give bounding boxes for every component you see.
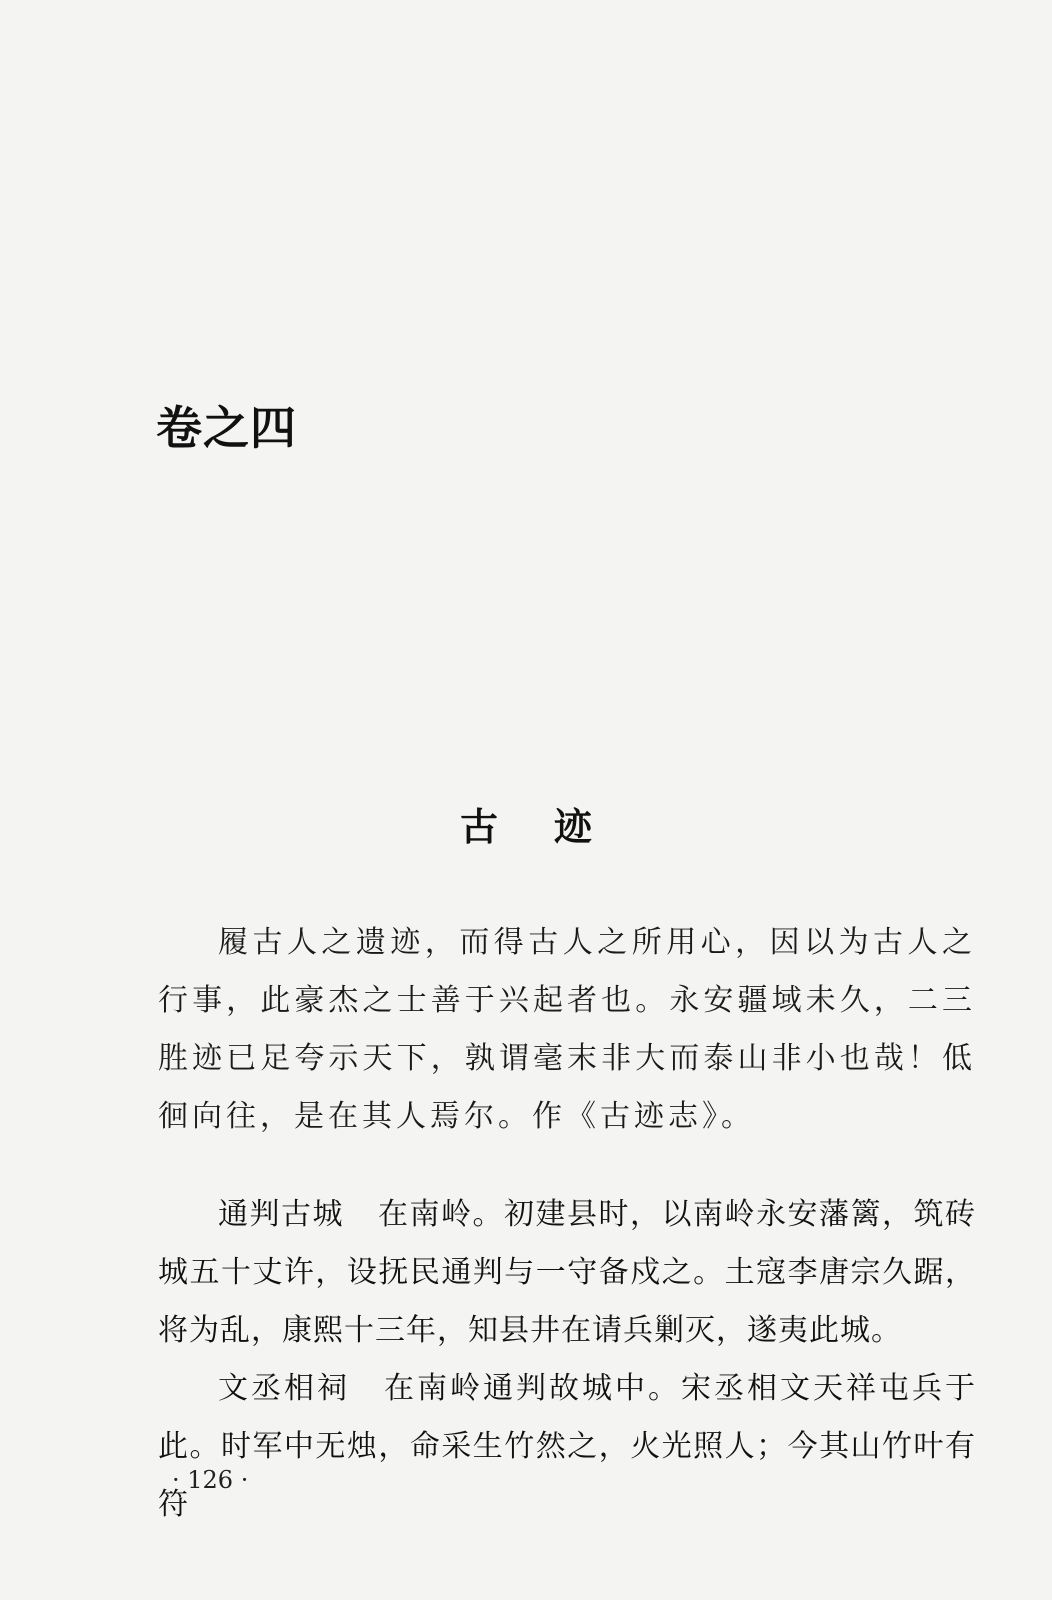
entry-tongpan-gucheng	[158, 1186, 976, 1360]
page-number: · 126 ·	[172, 1466, 249, 1494]
entry-text: 在南岭通判故城中。宋丞相文天祥屯兵于此。时军中无烛，命采生竹然之，火光照人；今其山竹叶有符	[158, 1371, 976, 1522]
entry-wen-chengxiang-ci	[158, 1360, 976, 1534]
volume-title: 卷之四	[156, 401, 297, 455]
section-title-part1: 古	[459, 805, 498, 849]
entry-text: 在南岭。初建县时，以南岭永安藩篱，筑砖城五十丈许，设抚民通判与一守备戍之。土寇李唐宗久踞，将为乱，康熙十三年，知县井在请兵剿灭，遂夷此城。	[158, 1197, 976, 1348]
section-title	[0, 796, 1052, 851]
entry-name: 通判古城	[218, 1197, 344, 1232]
section-title-part2: 迹	[554, 805, 593, 849]
entry-name: 文丞相祠	[218, 1371, 350, 1406]
intro-paragraph: 履古人之遗迹，而得古人之所用心，因以为古人之行事，此豪杰之士善于兴起者也。永安疆域未久，二三胜迹已足夸示天下，孰谓毫末非大而泰山非小也哉！低徊向往，是在其人焉尔。作《古迹志》。	[158, 925, 976, 1134]
